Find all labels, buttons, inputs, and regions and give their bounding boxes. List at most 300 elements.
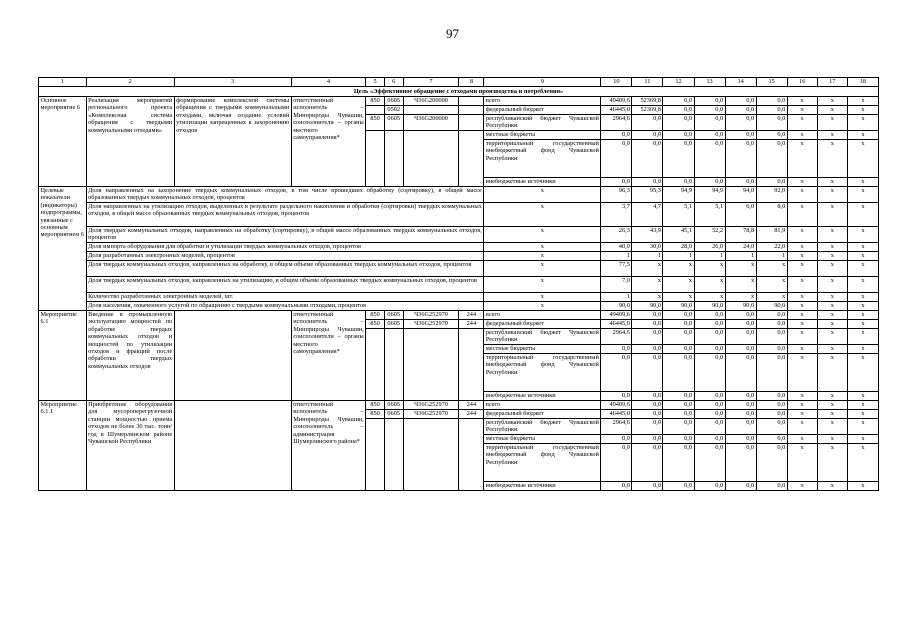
value-cell: х (847, 302, 878, 311)
funding-source: федеральный бюджет (484, 410, 601, 419)
value-cell: 0,0 (694, 311, 725, 320)
value-cell: 6,0 (725, 203, 756, 227)
value-cell: 4,7 (632, 203, 663, 227)
funding-source: республиканский бюджет Чувашской Республики (485, 329, 599, 344)
value-cell: 26,3 (601, 227, 632, 243)
funding-source: местные бюджеты (484, 435, 601, 444)
value-cell: х (632, 293, 663, 302)
value-cell: х (817, 277, 847, 293)
indicator-x: х (484, 203, 601, 227)
value-cell: х (817, 345, 847, 354)
value-cell: 0,0 (725, 354, 756, 392)
value-cell: 0,0 (694, 401, 725, 410)
value-cell: х (663, 277, 694, 293)
value-cell: 52369,8 (632, 106, 663, 115)
value-cell: 0,0 (756, 444, 787, 482)
value-cell: 94,9 (694, 187, 725, 203)
page-number: 97 (446, 26, 459, 41)
value-cell: 45,1 (663, 227, 694, 243)
budget-code-rz: 0502 (384, 106, 403, 115)
value-cell: 0,0 (725, 97, 756, 106)
value-cell: 0,0 (601, 178, 632, 187)
value-cell: 95,3 (632, 187, 663, 203)
value-cell: 1 (756, 252, 787, 261)
indicator-row (39, 261, 879, 277)
value-cell: 0,0 (601, 131, 632, 140)
budget-code-rz: 0605 (384, 401, 403, 410)
value-cell: х (787, 115, 817, 131)
funding-source: территориальный государственный внебюджетный фонд Чувашской Республики (484, 444, 601, 482)
value-cell: х (847, 277, 878, 293)
value-cell: х (787, 243, 817, 252)
budget-code-grbs: 850 (366, 401, 385, 410)
value-cell: х (817, 410, 847, 419)
program-table (38, 77, 879, 491)
value-cell: х (725, 293, 756, 302)
budget-code-vr: 244 (459, 401, 484, 410)
budget-code-empty (366, 131, 385, 187)
budget-code-rz: 0605 (384, 115, 403, 131)
funding-source: внебюджетные источники (484, 178, 601, 187)
budget-code-csr: Ч36G200000 (403, 115, 459, 131)
value-cell: х (787, 329, 817, 345)
budget-code-rz: 0605 (384, 410, 403, 419)
value-cell: х (817, 106, 847, 115)
funding-source: внебюджетные источники (484, 482, 601, 491)
value-cell: 0,0 (756, 320, 787, 329)
value-cell: х (787, 293, 817, 302)
event-name: Введение в промышленную эксплуатацию мощностей по обработке твердых коммунальных отходов и мощностей по утилизации отходов и фракций после обработки твердых коммунальных отходов (86, 311, 174, 401)
value-cell: 0,0 (756, 178, 787, 187)
value-cell: 90,0 (756, 302, 787, 311)
value-cell: х (817, 392, 847, 401)
value-cell: 0,0 (601, 482, 632, 491)
column-header: 14 (725, 78, 756, 87)
value-cell: х (847, 482, 878, 491)
value-cell: 0,0 (694, 482, 725, 491)
value-cell: 52369,8 (632, 97, 663, 106)
value-cell: 0,0 (756, 106, 787, 115)
value-cell: 0,0 (663, 329, 694, 345)
value-cell: 52,2 (694, 227, 725, 243)
budget-code-empty (384, 329, 403, 401)
finance-row (39, 97, 879, 106)
value-cell: 46445,0 (601, 106, 632, 115)
funding-source: территориальный государственный внебюджетный фонд Чувашской Республики (484, 354, 601, 392)
value-cell: 49409,6 (601, 401, 632, 410)
value-cell: х (817, 227, 847, 243)
finance-row (39, 311, 879, 320)
budget-code-grbs (366, 106, 385, 115)
value-cell: х (847, 345, 878, 354)
event-result (174, 311, 291, 401)
value-cell: 0,0 (756, 410, 787, 419)
value-cell: х (847, 97, 878, 106)
value-cell: 0,0 (694, 345, 725, 354)
value-cell: 0,0 (756, 131, 787, 140)
value-cell: 0,0 (663, 140, 694, 178)
value-cell: 0,0 (632, 329, 663, 345)
budget-code-empty (366, 329, 385, 401)
value-cell: х (787, 345, 817, 354)
budget-code-grbs: 850 (366, 115, 385, 131)
value-cell: 0,0 (663, 410, 694, 419)
value-cell: 0,0 (756, 435, 787, 444)
column-header: 12 (663, 78, 694, 87)
value-cell: х (787, 178, 817, 187)
value-cell: 0,0 (632, 131, 663, 140)
value-cell: 0,0 (725, 311, 756, 320)
value-cell: х (817, 203, 847, 227)
budget-code-vr: 244 (459, 311, 484, 320)
value-cell: 0,0 (756, 392, 787, 401)
value-cell: 0,0 (694, 97, 725, 106)
value-cell: х (787, 419, 817, 435)
value-cell: 8,0 (756, 203, 787, 227)
value-cell: 0,0 (663, 97, 694, 106)
budget-code-empty (403, 131, 459, 187)
value-cell: 92,0 (756, 187, 787, 203)
indicator-text: Количество разработанных электронных моделей, шт. (86, 293, 484, 302)
value-cell: 3,7 (601, 203, 632, 227)
column-header: 15 (756, 78, 787, 87)
value-cell: 0,0 (725, 444, 756, 482)
value-cell: 0,0 (663, 106, 694, 115)
value-cell: 49409,6 (601, 97, 632, 106)
value-cell: х (847, 354, 878, 392)
value-cell: х (847, 243, 878, 252)
value-cell: 81,9 (756, 227, 787, 243)
budget-code-empty (403, 329, 459, 401)
value-cell: х (847, 329, 878, 345)
value-cell: х (756, 277, 787, 293)
indicator-text: Доля импорта оборудования для обработки и утилизации твердых коммунальных отходов, процентов (86, 243, 484, 252)
indicator-row (39, 252, 879, 261)
value-cell: х (847, 410, 878, 419)
value-cell: 26,0 (694, 243, 725, 252)
budget-code-empty (384, 131, 403, 187)
value-cell: 0,0 (663, 178, 694, 187)
value-cell: х (817, 302, 847, 311)
value-cell: 0,0 (694, 115, 725, 131)
event-label: Мероприятие 6.1 (39, 311, 87, 401)
value-cell: х (787, 311, 817, 320)
indicator-x: х (484, 252, 601, 261)
value-cell: 0,0 (725, 410, 756, 419)
budget-code-grbs: 850 (366, 311, 385, 320)
indicator-x: х (484, 187, 601, 203)
column-header: 16 (787, 78, 817, 87)
value-cell: 90,0 (663, 302, 694, 311)
value-cell: 0,0 (632, 354, 663, 392)
value-cell: х (817, 482, 847, 491)
column-header: 17 (817, 78, 847, 87)
value-cell: 0,0 (601, 435, 632, 444)
value-cell: 0,0 (663, 345, 694, 354)
value-cell: х (847, 435, 878, 444)
value-cell: 0,0 (601, 140, 632, 178)
event-executor: ответственный исполнитель – Минприроды Чувашии, соисполнитель – администрация Шумерлинского района* (291, 401, 366, 491)
value-cell: х (847, 227, 878, 243)
value-cell: 0,0 (663, 131, 694, 140)
value-cell: 0,0 (694, 354, 725, 392)
value-cell: 0,0 (694, 435, 725, 444)
value-cell: х (817, 97, 847, 106)
value-cell: 0,0 (694, 392, 725, 401)
budget-code-csr: Ч36G200000 (403, 97, 459, 106)
value-cell: 0,0 (725, 419, 756, 435)
funding-source: местные бюджеты (484, 345, 601, 354)
value-cell: 0,0 (694, 410, 725, 419)
indicator-x: х (484, 243, 601, 252)
value-cell: 40,0 (601, 243, 632, 252)
value-cell: 96,3 (601, 187, 632, 203)
value-cell: х (847, 178, 878, 187)
value-cell: 0,0 (632, 320, 663, 329)
value-cell: 0,0 (601, 444, 632, 482)
value-cell: х (847, 392, 878, 401)
budget-code-csr: Ч36G252970 (403, 410, 459, 419)
value-cell: 90,0 (601, 302, 632, 311)
value-cell: 0,0 (694, 320, 725, 329)
value-cell: 0,0 (663, 435, 694, 444)
value-cell: 2964,6 (601, 329, 632, 345)
value-cell: х (787, 227, 817, 243)
budget-code-empty (366, 419, 385, 491)
value-cell: 0,0 (663, 354, 694, 392)
indicator-x: х (484, 302, 601, 311)
value-cell: 7,0 (601, 277, 632, 293)
value-cell: 0,0 (663, 444, 694, 482)
value-cell: 0,0 (694, 178, 725, 187)
value-cell: 0,0 (632, 178, 663, 187)
budget-code-grbs: 850 (366, 320, 385, 329)
budget-code-vr: 244 (459, 410, 484, 419)
value-cell: 0,0 (725, 435, 756, 444)
value-cell: х (663, 293, 694, 302)
budget-code-grbs: 850 (366, 410, 385, 419)
value-cell: х (817, 131, 847, 140)
value-cell: 28,0 (663, 243, 694, 252)
value-cell: х (847, 419, 878, 435)
column-header: 9 (484, 78, 601, 87)
budget-code-empty (403, 419, 459, 491)
value-cell: 1 (663, 252, 694, 261)
value-cell: 0,0 (725, 401, 756, 410)
budget-code-empty (459, 131, 484, 187)
value-cell: х (787, 392, 817, 401)
value-cell: 1 (601, 252, 632, 261)
indicator-text: Доля населения, охваченного услугой по обращению с твердыми коммунальными отходами, процентов (86, 302, 484, 311)
value-cell: 0,0 (663, 419, 694, 435)
value-cell: х (817, 187, 847, 203)
value-cell: х (632, 261, 663, 277)
value-cell: 5,1 (663, 203, 694, 227)
value-cell: х (787, 203, 817, 227)
value-cell: х (787, 444, 817, 482)
funding-source: республиканский бюджет Чувашской Республики (485, 419, 599, 434)
indicator-x: х (484, 261, 601, 277)
event-result (174, 401, 291, 491)
value-cell: 0,0 (756, 354, 787, 392)
value-cell: 22,0 (756, 243, 787, 252)
funding-source: внебюджетные источники (484, 392, 601, 401)
value-cell: х (817, 261, 847, 277)
budget-code-csr: Ч36G252970 (403, 320, 459, 329)
indicator-row (39, 203, 879, 227)
value-cell: 0,0 (756, 329, 787, 345)
value-cell: х (725, 277, 756, 293)
value-cell: х (756, 261, 787, 277)
value-cell: 0,0 (632, 482, 663, 491)
value-cell: 0,0 (725, 482, 756, 491)
budget-code-rz: 0605 (384, 311, 403, 320)
value-cell: х (787, 106, 817, 115)
value-cell: х (817, 435, 847, 444)
value-cell: х (632, 277, 663, 293)
value-cell: 1 (601, 293, 632, 302)
value-cell: 0,0 (725, 392, 756, 401)
value-cell: х (847, 261, 878, 277)
indicator-text: Доля направленных на утилизацию отходов, выделенных в результате раздельного накопления и обработки (сортировки) твердых коммунальных отходов, в общей массе образованных твердых коммунальных отходов, процентов (86, 203, 484, 227)
column-header: 8 (459, 78, 484, 87)
value-cell: х (756, 293, 787, 302)
value-cell: х (694, 277, 725, 293)
value-cell: 0,0 (632, 140, 663, 178)
value-cell: 0,0 (632, 444, 663, 482)
value-cell: х (817, 419, 847, 435)
value-cell: 0,0 (756, 401, 787, 410)
value-cell: 2964,6 (601, 115, 632, 131)
value-cell: 90,0 (632, 302, 663, 311)
value-cell: х (817, 252, 847, 261)
value-cell: х (817, 115, 847, 131)
value-cell: х (787, 410, 817, 419)
value-cell: 46445,0 (601, 320, 632, 329)
budget-code-vr (459, 106, 484, 115)
value-cell: 0,0 (632, 115, 663, 131)
value-cell: х (847, 252, 878, 261)
value-cell: 0,0 (694, 131, 725, 140)
column-header: 7 (403, 78, 459, 87)
value-cell: 90,0 (725, 302, 756, 311)
value-cell: 0,0 (756, 482, 787, 491)
value-cell: х (847, 203, 878, 227)
funding-source: федеральный бюджет (484, 106, 601, 115)
value-cell: х (847, 444, 878, 482)
event-label: Основное мероприятие 6 (39, 97, 87, 187)
value-cell: 46445,0 (601, 410, 632, 419)
budget-code-csr (403, 106, 459, 115)
value-cell: 0,0 (632, 419, 663, 435)
indicator-x: х (484, 293, 601, 302)
column-header: 2 (86, 78, 174, 87)
value-cell: х (694, 261, 725, 277)
value-cell: 0,0 (632, 401, 663, 410)
column-header: 1 (39, 78, 87, 87)
value-cell: 0,0 (601, 354, 632, 392)
value-cell: х (847, 401, 878, 410)
value-cell: 5,1 (694, 203, 725, 227)
value-cell: х (787, 140, 817, 178)
indicator-row (39, 302, 879, 311)
event-executor: ответственный исполнитель – Минприроды Чувашии, соисполнители – органы местного самоуправления* (291, 311, 366, 401)
value-cell: х (817, 311, 847, 320)
indicator-text: Доля направленных на захоронение твердых коммунальных отходов, в том числе прошедших обработку (сортировку), в общей массе образованных твердых коммунальных отходов, процентов (88, 187, 482, 202)
value-cell: х (787, 435, 817, 444)
budget-code-csr: Ч36G252970 (403, 311, 459, 320)
value-cell: 43,9 (632, 227, 663, 243)
budget-code-empty (384, 419, 403, 491)
value-cell: х (847, 311, 878, 320)
value-cell: 0,0 (725, 178, 756, 187)
indicator-row (39, 243, 879, 252)
budget-code-rz: 0605 (384, 320, 403, 329)
value-cell: 0,0 (663, 401, 694, 410)
value-cell: х (817, 320, 847, 329)
budget-code-empty (459, 329, 484, 401)
column-header: 4 (291, 78, 366, 87)
value-cell: 0,0 (632, 392, 663, 401)
value-cell: 0,0 (663, 320, 694, 329)
value-cell: х (847, 131, 878, 140)
value-cell: 0,0 (694, 106, 725, 115)
value-cell: 0,0 (725, 345, 756, 354)
value-cell: 0,0 (725, 140, 756, 178)
value-cell: 0,0 (756, 419, 787, 435)
value-cell: 2964,6 (601, 419, 632, 435)
value-cell: 0,0 (632, 311, 663, 320)
budget-code-vr: 244 (459, 320, 484, 329)
value-cell: 0,0 (663, 482, 694, 491)
indicator-row (39, 277, 879, 293)
value-cell: х (817, 140, 847, 178)
finance-row (39, 401, 879, 410)
value-cell: 90,0 (694, 302, 725, 311)
budget-code-empty (459, 419, 484, 491)
indicator-x: х (484, 277, 601, 293)
value-cell: 30,0 (632, 243, 663, 252)
value-cell: х (847, 106, 878, 115)
column-header: 11 (632, 78, 663, 87)
value-cell: 0,0 (725, 115, 756, 131)
budget-code-grbs: 850 (366, 97, 385, 106)
value-cell: х (725, 261, 756, 277)
value-cell: 0,0 (725, 131, 756, 140)
value-cell: х (787, 261, 817, 277)
funding-source: всего (484, 311, 601, 320)
value-cell: х (847, 140, 878, 178)
goal-title: Цель «Эффективное обращение с отходами производства и потребления» (39, 87, 879, 97)
value-cell: 0,0 (694, 419, 725, 435)
value-cell: 0,0 (601, 345, 632, 354)
budget-code-vr (459, 115, 484, 131)
value-cell: 0,0 (663, 392, 694, 401)
value-cell: 0,0 (725, 329, 756, 345)
value-cell: х (787, 277, 817, 293)
value-cell: 49409,6 (601, 311, 632, 320)
value-cell: х (817, 444, 847, 482)
value-cell: х (787, 187, 817, 203)
value-cell: х (817, 293, 847, 302)
value-cell: 78,8 (725, 227, 756, 243)
value-cell: х (787, 131, 817, 140)
value-cell: 0,0 (663, 115, 694, 131)
indicator-row (39, 187, 879, 203)
funding-source: федеральный бюджет (484, 320, 601, 329)
column-header: 3 (174, 78, 291, 87)
indicators-label: Целевые показатели (индикаторы) подпрограммы, увязанные с основным мероприятием 6 (39, 187, 87, 311)
